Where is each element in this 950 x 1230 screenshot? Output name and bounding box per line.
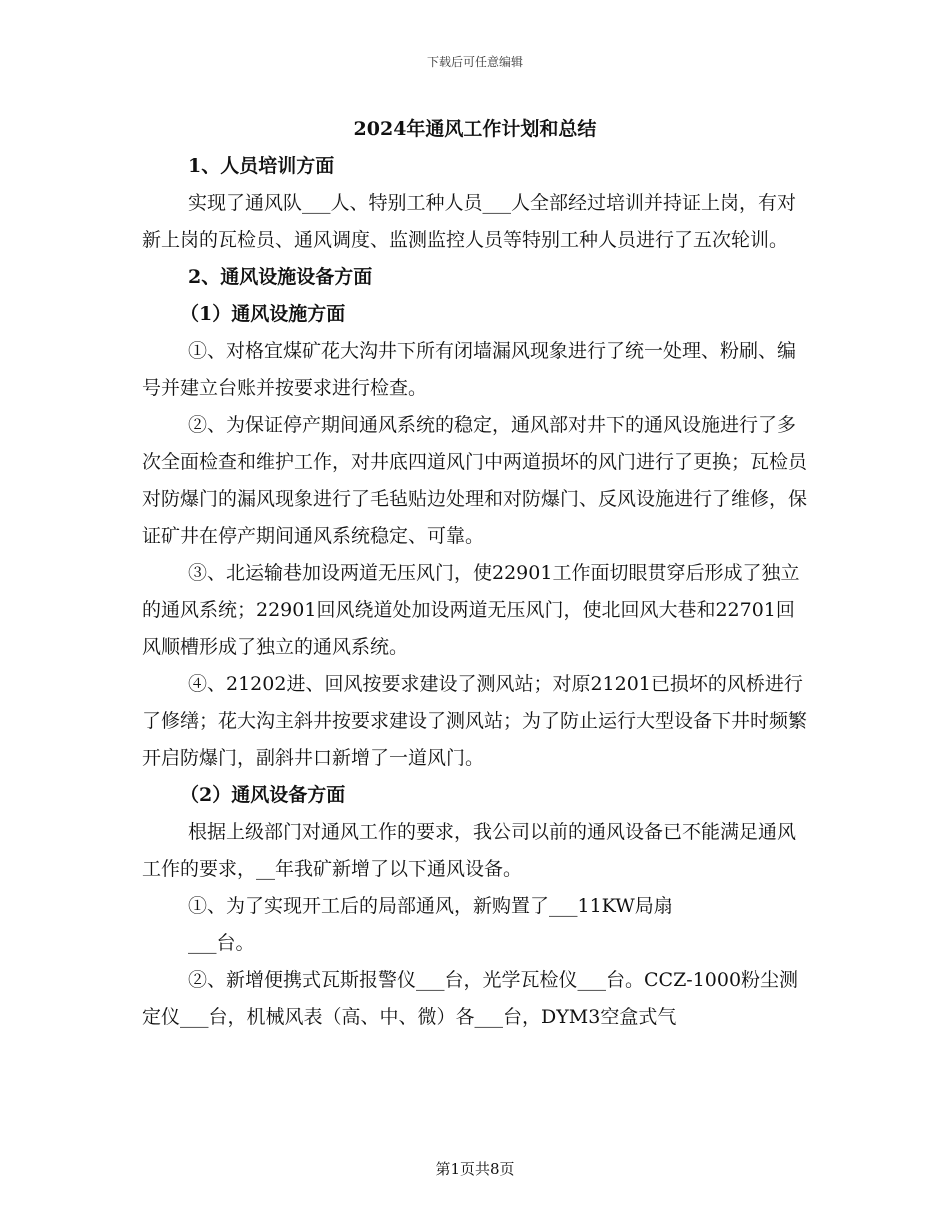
page-number: 第1页共8页: [435, 1160, 515, 1178]
paragraph-facilities-3: ③、北运输巷加设两道无压风门，使22901工作面切眼贯穿后形成了独立的通风系统；22901回风绕道处加设两道无压风门，使北回风大巷和22701回风顺槽形成了独立的通风系统。: [142, 562, 800, 658]
paragraph-training: 实现了通风队___人、特别工种人员___人全部经过培训并持证上岗，有对新上岗的瓦检员、通风调度、监测监控人员等特别工种人员进行了五次轮训。: [142, 192, 797, 251]
document-title: 2024年通风工作计划和总结: [353, 118, 597, 140]
section-heading-training: 1、人员培训方面: [188, 155, 335, 177]
subsection-heading-facilities: （1）通风设施方面: [180, 303, 346, 325]
paragraph-equipment-2: ②、新增便携式瓦斯报警仪___台，光学瓦检仪___台。CCZ-1000粉尘测定仪___台，机械风表（高、中、微）各___台，DYM3空盒式气: [142, 969, 799, 1028]
section-heading-facilities-equipment: 2、通风设施设备方面: [188, 266, 373, 288]
paragraph-equipment-1: ①、为了实现开工后的局部通风，新购置了___11KW局扇: [188, 895, 673, 917]
paragraph-facilities-4: ④、21202进、回风按要求建设了测风站；对原21201已损坏的风桥进行了修缮；花大沟主斜井按要求建设了测风站；为了防止运行大型设备下井时频繁开启防爆门，副斜井口新增了一道风门。: [142, 673, 808, 769]
paragraph-equipment-1-cont: ___台。: [188, 932, 255, 954]
paragraph-facilities-2: ②、为保证停产期间通风系统的稳定，通风部对井下的通风设施进行了多次全面检查和维护工作，对井底四道风门中两道损坏的风门进行了更换；瓦检员对防爆门的漏风现象进行了毛毡贴边处理和对防爆门、反风设施进行了维修，保证矿井在停产期间通风系统稳定、可靠。: [142, 414, 808, 547]
paragraph-equipment-intro: 根据上级部门对通风工作的要求，我公司以前的通风设备已不能满足通风工作的要求，__年我矿新增了以下通风设备。: [142, 821, 797, 880]
subsection-heading-equipment: （2）通风设备方面: [180, 784, 346, 806]
document-body: [142, 148, 810, 1036]
paragraph-facilities-1: ①、对格宜煤矿花大沟井下所有闭墙漏风现象进行了统一处理、粉刷、编号并建立台账并按要求进行检查。: [142, 340, 797, 399]
page-header: 下载后可任意编辑: [426, 55, 523, 69]
